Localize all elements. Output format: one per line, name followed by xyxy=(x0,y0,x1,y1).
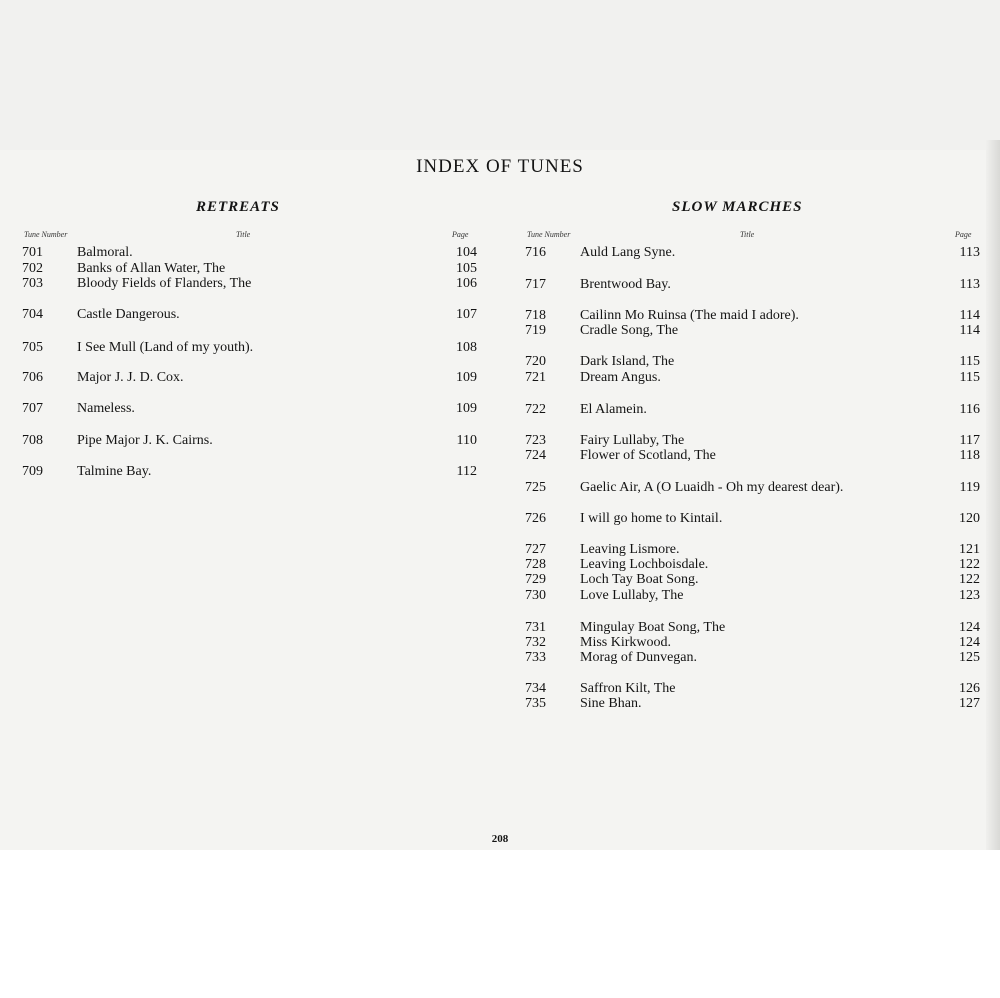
tune-title: Dream Angus. xyxy=(580,370,661,385)
page-ref: 113 xyxy=(959,277,980,292)
slow-marches-col-number: Tune Number xyxy=(527,230,571,239)
page-ref: 125 xyxy=(959,650,980,665)
page-ref: 115 xyxy=(959,354,980,369)
tune-number: 730 xyxy=(525,588,546,603)
tune-title: Flower of Scotland, The xyxy=(580,448,716,463)
tune-title: Auld Lang Syne. xyxy=(580,245,676,260)
tune-title: I See Mull (Land of my youth). xyxy=(77,340,254,355)
tune-title: Brentwood Bay. xyxy=(580,277,671,292)
tune-title: Bloody Fields of Flanders, The xyxy=(77,276,252,291)
page-ref: 109 xyxy=(456,401,477,416)
page-ref: 113 xyxy=(959,245,980,260)
tune-title: Morag of Dunvegan. xyxy=(580,650,698,665)
page-ref: 121 xyxy=(959,542,980,557)
tune-title: Sine Bhan. xyxy=(580,696,642,711)
tune-title: Castle Dangerous. xyxy=(77,307,180,322)
page-ref: 106 xyxy=(456,276,477,291)
tune-title: Cailinn Mo Ruinsa (The maid I adore). xyxy=(580,308,799,323)
page-ref: 122 xyxy=(959,572,980,587)
page-ref: 122 xyxy=(959,557,980,572)
tune-title: Mingulay Boat Song, The xyxy=(580,620,726,635)
tune-number: 721 xyxy=(525,370,546,385)
page-ref: 116 xyxy=(959,402,980,417)
tune-number: 723 xyxy=(525,433,546,448)
tune-number: 734 xyxy=(525,681,546,696)
page-number: 208 xyxy=(491,833,509,845)
page-ref: 120 xyxy=(959,511,980,526)
tune-title: Saffron Kilt, The xyxy=(580,681,676,696)
tune-number: 729 xyxy=(525,572,546,587)
page-ref: 105 xyxy=(456,261,477,276)
tune-title: Talmine Bay. xyxy=(77,464,152,479)
tune-number: 728 xyxy=(525,557,546,572)
tune-number: 705 xyxy=(22,340,43,355)
tune-number: 717 xyxy=(525,277,546,292)
page-ref: 110 xyxy=(456,433,477,448)
tune-title: Loch Tay Boat Song. xyxy=(580,572,699,587)
tune-number: 735 xyxy=(525,696,546,711)
bottom-margin xyxy=(0,850,1000,998)
tune-number: 733 xyxy=(525,650,546,665)
slow-marches-col-page: Page xyxy=(955,230,972,239)
tune-number: 709 xyxy=(22,464,43,479)
page-ref: 114 xyxy=(959,308,980,323)
page-ref: 112 xyxy=(456,464,477,479)
tune-number: 719 xyxy=(525,323,546,338)
tune-number: 724 xyxy=(525,448,546,463)
page-ref: 117 xyxy=(959,433,980,448)
tune-number: 725 xyxy=(525,480,546,495)
tune-number: 718 xyxy=(525,308,546,323)
tune-title: I will go home to Kintail. xyxy=(580,511,723,526)
page-ref: 108 xyxy=(456,340,477,355)
tune-number: 708 xyxy=(22,433,43,448)
tune-number: 731 xyxy=(525,620,546,635)
page-ref: 127 xyxy=(959,696,980,711)
tune-title: Balmoral. xyxy=(77,245,133,260)
tune-title: Pipe Major J. K. Cairns. xyxy=(77,433,213,448)
tune-title: Love Lullaby, The xyxy=(580,588,684,603)
page-ref: 109 xyxy=(456,370,477,385)
tune-number: 722 xyxy=(525,402,546,417)
page-edge-shadow xyxy=(986,140,1000,855)
retreats-title: RETREATS xyxy=(196,199,280,215)
tune-number: 704 xyxy=(22,307,43,322)
retreats-col-number: Tune Number xyxy=(24,230,68,239)
page-ref: 119 xyxy=(959,480,980,495)
page-ref: 107 xyxy=(456,307,477,322)
tune-title: Fairy Lullaby, The xyxy=(580,433,685,448)
tune-number: 732 xyxy=(525,635,546,650)
tune-number: 707 xyxy=(22,401,43,416)
retreats-col-title: Title xyxy=(236,230,251,239)
retreats-col-page: Page xyxy=(452,230,469,239)
tune-number: 702 xyxy=(22,261,43,276)
tune-title: Nameless. xyxy=(77,401,135,416)
tune-number: 703 xyxy=(22,276,43,291)
page-ref: 124 xyxy=(959,620,980,635)
tune-title: Banks of Allan Water, The xyxy=(77,261,226,276)
page-ref: 104 xyxy=(456,245,477,260)
tune-number: 716 xyxy=(525,245,546,260)
tune-title: Dark Island, The xyxy=(580,354,675,369)
tune-number: 726 xyxy=(525,511,546,526)
page-ref: 118 xyxy=(959,448,980,463)
tune-title: Leaving Lochboisdale. xyxy=(580,557,709,572)
top-margin xyxy=(0,0,1000,150)
slow-marches-title: SLOW MARCHES xyxy=(672,199,803,215)
page-ref: 114 xyxy=(959,323,980,338)
tune-title: Gaelic Air, A (O Luaidh - Oh my dearest dear). xyxy=(580,480,844,495)
page-ref: 126 xyxy=(959,681,980,696)
page-ref: 124 xyxy=(959,635,980,650)
tune-number: 706 xyxy=(22,370,43,385)
tune-number: 701 xyxy=(22,245,43,260)
tune-title: El Alamein. xyxy=(580,402,647,417)
slow-marches-col-title: Title xyxy=(740,230,755,239)
tune-title: Miss Kirkwood. xyxy=(580,635,672,650)
page-ref: 115 xyxy=(959,370,980,385)
tune-title: Cradle Song, The xyxy=(580,323,679,338)
page-heading: INDEX OF TUNES xyxy=(416,156,584,177)
page-ref: 123 xyxy=(959,588,980,603)
tune-title: Leaving Lismore. xyxy=(580,542,680,557)
tune-number: 720 xyxy=(525,354,546,369)
tune-title: Major J. J. D. Cox. xyxy=(77,370,184,385)
tune-number: 727 xyxy=(525,542,546,557)
